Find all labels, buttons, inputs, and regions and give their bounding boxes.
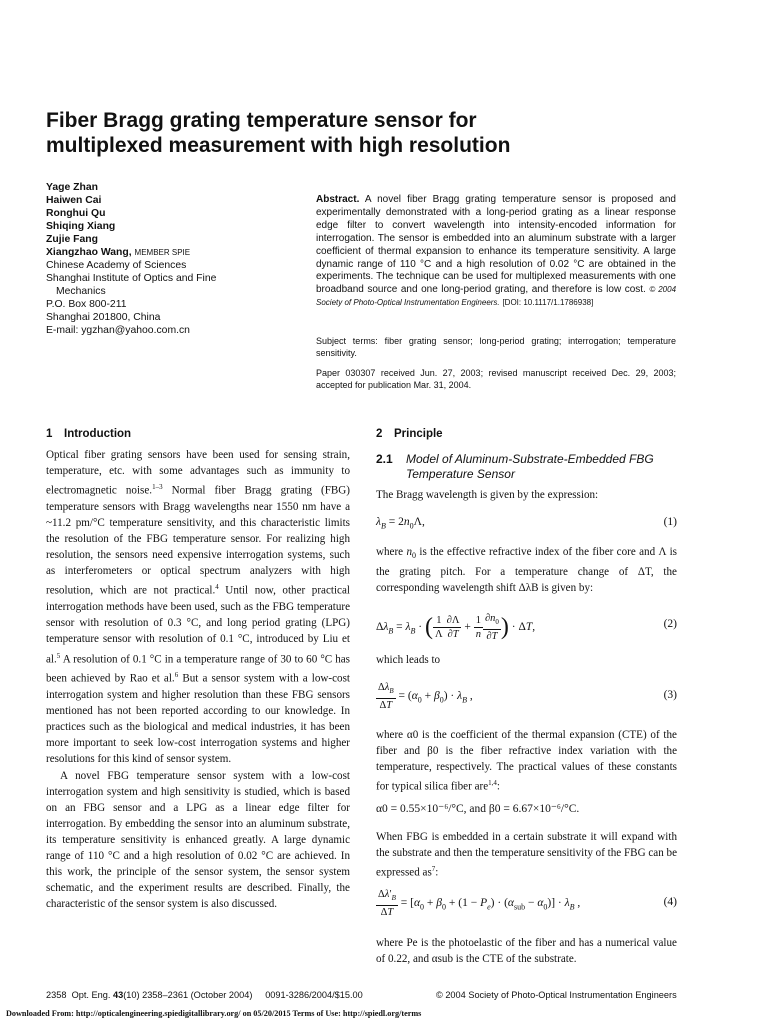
abstract-copyright: © 2004 Society of Photo-Optical Instrumentation Engineers. [316, 285, 677, 308]
paragraph: Optical fiber grating sensors have been used for sensing strain, temperature, etc. with some advantages such as immunity to electromagnetic noise.$^{1-3}$ Normal fiber Bragg grating (FBG) temperature sensors with Bragg wavelengths near 1550 nm have a ~11.2 pm/°C temperature sensitivity, and this characteristic limits the resolution of the FBG temperature sensor. For realizing high resolution, the sensors need expensive interrogation systems, such as interferometers or optical spectrum analyzers with high resolution, which are not practical.$^4$ Until now, other practical interrogation methods have been used, such as the FBG temperature sensor with resolution of 0.3 °C, and long period grating (LPG) temperature sensor with resolution of 0.1 °C, introduced by Liu et al.$^5$ A resolution of 0.1 °C in a temperature range of 30 to 60 °C has been achieved by Rao et al.$^6$ But a sensor system with a low-cost interrogation system and higher resolution than these FBG sensors mentioned has not been reported according to our knowledge. In practices such as the biological and medical industries, it has been more important to seek low-cost interrogation systems and higher resolutions for this kind of sensor system. [46, 449, 351, 766]
author-name: Zujie Fang [46, 234, 98, 245]
affiliation-line: Chinese Academy of Sciences [46, 260, 187, 271]
affiliation-line: Mechanics [56, 286, 106, 297]
subject-terms: Subject terms: fiber grating sensor; long-period grating; interrogation; temperature sensitivity. [316, 336, 676, 358]
title-line-2: multiplexed measurement with high resolution [46, 134, 511, 157]
affiliation-line: P.O. Box 800-211 [46, 299, 127, 310]
equation-number: (1) [663, 516, 677, 528]
equation-1: $\lambda_B = 2n_0\Lambda$, (1) [376, 516, 677, 531]
section-heading-introduction: 1 Introduction [46, 428, 132, 440]
author-email[interactable]: E-mail: ygzhan@yahoo.com.cn [46, 325, 190, 336]
equation-3: $\frac{\Delta\lambda_B}{\Delta T}$ = $(\alpha_0 + \beta_0) \cdot \lambda_B$ , (3) [378, 682, 677, 712]
principle-paragraph: The Bragg wavelength is given by the expression: [376, 489, 599, 501]
principle-paragraph: where Pe is the photoelastic of the fiber and has a numerical value of 0.22, and αsub is the CTE of the substrate. [376, 937, 677, 966]
author-name: Haiwen Cai [46, 195, 102, 206]
download-notice[interactable]: Downloaded From: http://opticalengineering.spiedigitallibrary.org/ on 05/20/2015 Terms of Use: http://spiedl.org/terms [6, 1009, 422, 1018]
equation-number: (3) [663, 689, 677, 701]
citation[interactable]: 1–3 [152, 483, 163, 492]
author-name: Ronghui Qu [46, 208, 106, 219]
constants-line: α0 = 0.55×10⁻⁶/°C, and β0 = 6.67×10⁻⁶/°C. [376, 803, 580, 815]
principle-paragraph: When FBG is embedded in a certain substrate it will expand with the substrate and then the temperature sensitivity of the FBG can be expressed $as^7$: [376, 831, 677, 879]
citation[interactable]: 6 [174, 671, 179, 680]
citation[interactable]: 7 [431, 865, 436, 874]
equation-number: (4) [663, 896, 677, 908]
affiliation-line: Shanghai 201800, China [46, 312, 161, 323]
equation-number: (2) [663, 618, 677, 630]
abstract-label: Abstract. [316, 194, 360, 205]
author-name-with-membership [46, 246, 306, 259]
principle-paragraph: where $n_0$ is the effective refractive index of the fiber core and Λ is the grating pitch. For a temperature change of ΔT, the corresponding wavelength shift ΔλB is given by: [376, 546, 678, 595]
citation[interactable]: 1,4 [488, 779, 497, 788]
membership-label: MEMBER SPIE [134, 248, 191, 257]
abstract [316, 194, 676, 310]
doi-link[interactable]: [DOI: 10.1117/1.1786938] [502, 298, 594, 308]
citation[interactable]: 5 [56, 651, 61, 660]
page-footer-copyright: © 2004 Society of Photo-Optical Instrumentation Engineers [436, 990, 677, 1000]
author-name: Yage Zhan [46, 182, 98, 193]
title-line-1: Fiber Bragg grating temperature sensor for [46, 109, 477, 132]
paper-title [46, 108, 726, 158]
introduction-body [46, 447, 350, 912]
equation-2: $\Delta\lambda_B = \lambda_B$ · ( $\frac{1}{\Lambda}$ $\frac{\partial\Lambda}{\partial T}$ + $\frac{1}{n}$ $\frac{\partial n_0}{\partial T}$ ) · ΔT, (2) [376, 613, 677, 643]
abstract-text: A novel fiber Bragg grating temperature sensor is proposed and experimentally demonstrated with a long-period grating as a linear response edge filter to convert wavelength into intensity-encoded information for interrogation. The sensor is embedded into an aluminum substrate with a larger coefficient of thermal expansion to enhance its temperature sensitivity. A large dynamic range of 110 °C and a high resolution of 0.02 °C are obtained in the experiments. The technique can be used for multiplexed measurements with one broadband source and one long-period grating, and therefore is low cost. [316, 194, 676, 296]
equation-4: $\frac{\Delta\lambda'_B}{\Delta T}$ = $[\alpha_0 + \beta_0 + (1 - P_e) \cdot (\alpha_{sub} - \alpha_0)] \cdot \lambda_B$ , (4) [378, 889, 677, 919]
author-name: Xiangzhao Wang, [46, 247, 132, 258]
subsection-heading: 2.1 Model of Aluminum-Substrate-Embedded FBG Temperature Sensor [376, 452, 654, 481]
page-footer-citation: 2358 Opt. Eng. 43(10) 2358–2361 (October 2004) 0091-3286/2004/$15.00 [46, 990, 363, 1000]
section-heading-principle: 2 Principle [376, 428, 443, 440]
principle-paragraph: which leads to [376, 654, 441, 666]
citation[interactable]: 4 [215, 583, 219, 592]
paper-history: Paper 030307 received Jun. 27, 2003; revised manuscript received Dec. 29, 2003; accepted for publication Mar. 31, 2004. [316, 368, 676, 390]
principle-paragraph: where α0 is the coefficient of the thermal expansion (CTE) of the fiber and β0 is the fiber refractive index variation with the temperature, respectively. The practical values of these constants for typical silica fiber are$^{1,4}$: [376, 729, 677, 793]
paragraph: A novel FBG temperature sensor system with a low-cost interrogation system and high sensitivity is studied, which is based on an FBG sensor and a LPG as a linear edge filter for interrogation. By embedding the sensor into an aluminum substrate, its temperature sensitivity is enhanced greatly. A large dynamic range of 110 °C and a high resolution of 0.02 °C are achieved. In this work, the principle of the sensor system, the sensor system schematic, and the experiment results are described. Finally, the characteristic of the sensor system is also discussed. [46, 769, 350, 911]
author-name: Shiqing Xiang [46, 221, 116, 232]
author-block [46, 181, 306, 337]
affiliation-line: Shanghai Institute of Optics and Fine [46, 273, 217, 284]
